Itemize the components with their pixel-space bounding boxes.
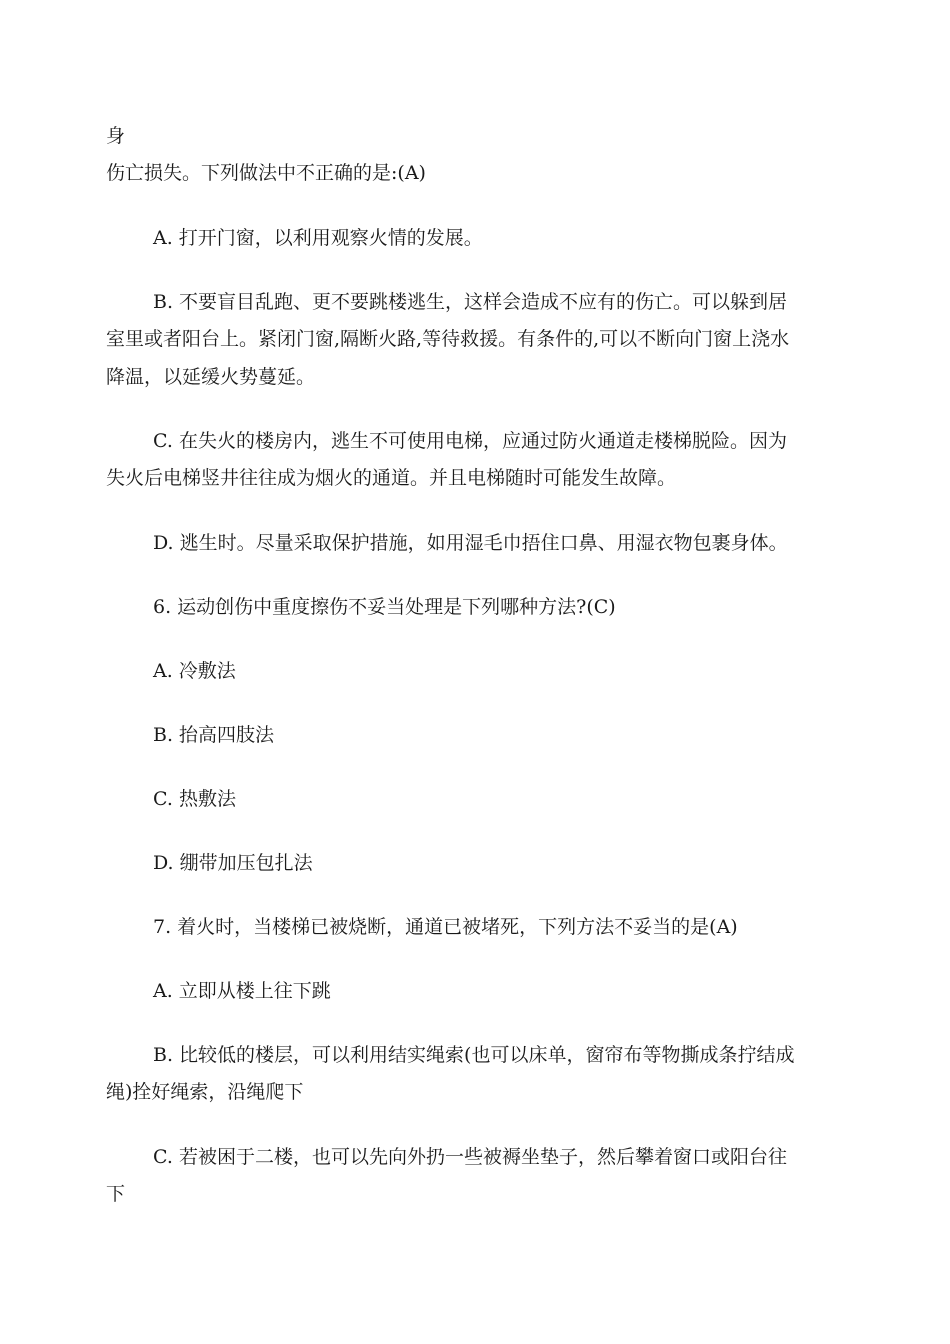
question-7-option-b-cont: 绳)拴好绳索，沿绳爬下 [106,1081,304,1103]
question-7-option-c-cont: 下 [106,1183,126,1205]
option-a-text: A. 打开门窗，以利用观察火情的发展。 [153,227,483,249]
question-6: 6. 运动创伤中重度擦伤不妥当处理是下列哪种方法?(C) [153,596,616,618]
question-6-option-b: B. 抬高四肢法 [153,724,275,746]
question-7-option-a: A. 立即从楼上往下跳 [153,980,331,1002]
option-c-text: C. 在失火的楼房内，逃生不可使用电梯，应通过防火通道走楼梯脱险。因为 [153,430,787,452]
option-b-text-cont: 室里或者阳台上。紧闭门窗,隔断火路,等待救援。有条件的,可以不断向门窗上浇水 [106,328,790,350]
text-line-question-stem: 伤亡损失。下列做法中不正确的是:(A) [106,162,426,184]
option-d-text: D. 逃生时。尽量采取保护措施，如用湿毛巾捂住口鼻、用湿衣物包裹身体。 [153,532,788,554]
option-b-text: B. 不要盲目乱跑、更不要跳楼逃生，这样会造成不应有的伤亡。可以躲到居 [153,291,788,313]
question-7-option-c: C. 若被困于二楼，也可以先向外扔一些被褥坐垫子，然后攀着窗口或阳台往 [153,1146,787,1168]
text-line-continuation: 身 [106,125,126,147]
option-b-text-cont: 降温，以延缓火势蔓延。 [106,366,316,388]
question-7: 7. 着火时，当楼梯已被烧断，通道已被堵死，下列方法不妥当的是(A) [153,916,738,938]
question-6-option-c: C. 热敷法 [153,788,236,810]
question-7-option-b: B. 比较低的楼层，可以利用结实绳索(也可以床单，窗帘布等物撕成条拧结成 [153,1044,795,1066]
question-6-option-a: A. 冷敷法 [153,660,236,682]
option-c-text-cont: 失火后电梯竖井往往成为烟火的通道。并且电梯随时可能发生故障。 [106,467,677,489]
question-6-option-d: D. 绷带加压包扎法 [153,852,313,874]
